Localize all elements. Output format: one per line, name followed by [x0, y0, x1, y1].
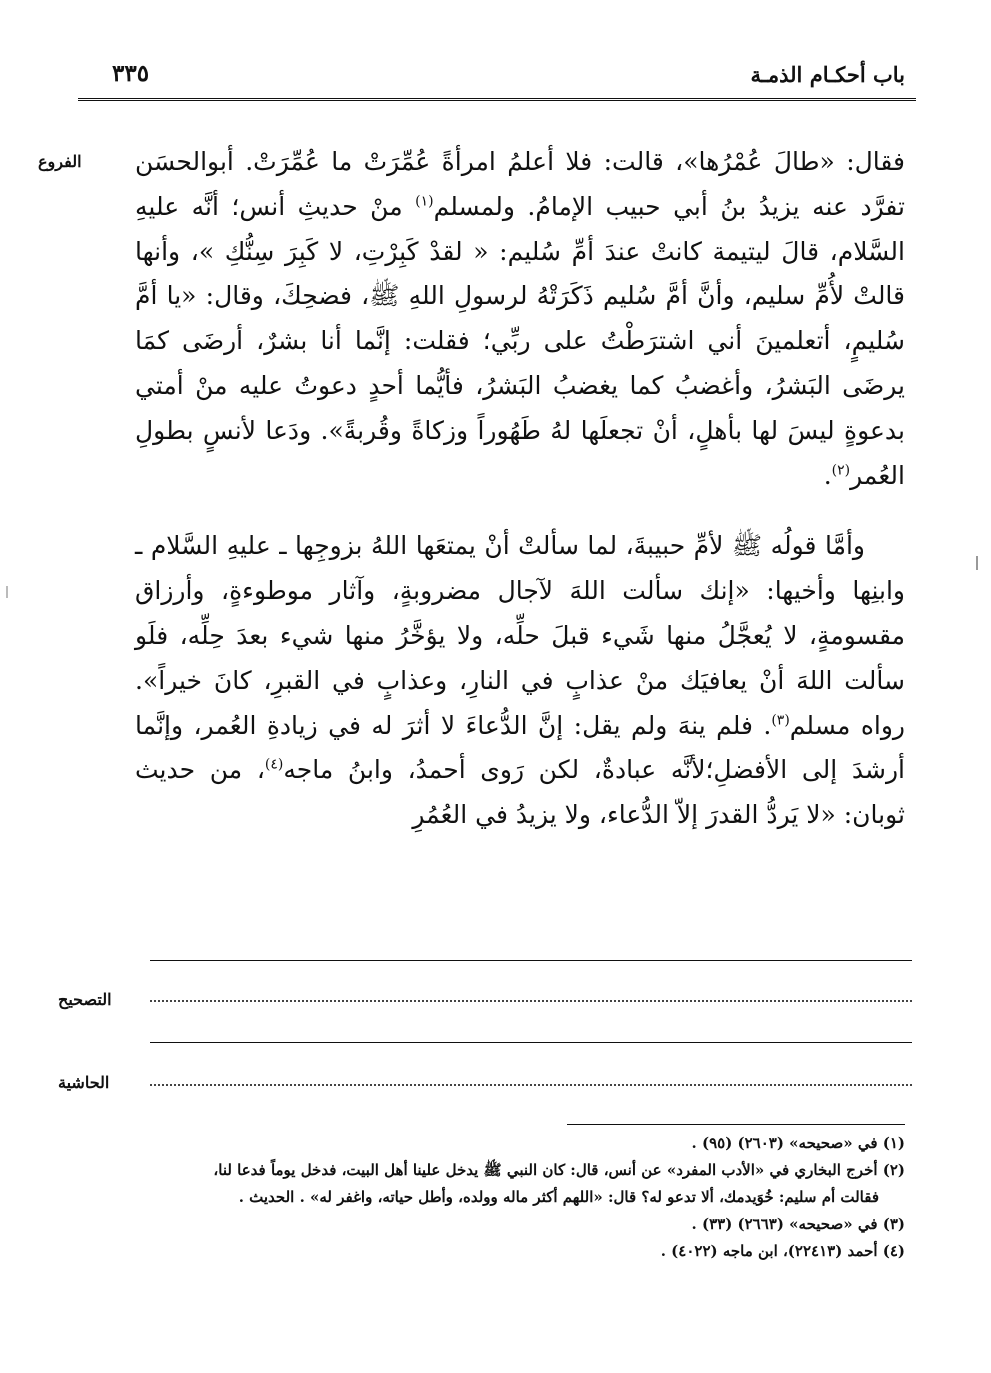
- footnote-3: (٣) في «صحيحه» (٢٦٦٣) (٣٣) .: [691, 1215, 905, 1233]
- footnote-2-continued: فقالت أم سليم: خُوَيدمك، ألا تدعو له؟ قال: «اللهم أكثر ماله وولده، وأطل حياته، واغفر له» . الحديث .: [238, 1188, 879, 1206]
- text-line: السَّلام، قالَ ليتيمة كانتْ عندَ أمِّ سُليم: « لقدْ كَبِرْتِ، لا كَبِرَ سِنُّكِ »،: [190, 236, 905, 266]
- text-line: ، من حديث ثوبان: «لا يَردُّ القدرَ إلاّ الدُّعاء، ولا يزيدُ في العُمُرِ: [135, 755, 905, 830]
- annotation-label: الحاشية: [58, 1073, 110, 1092]
- separator-rule: [150, 1042, 912, 1043]
- footnotes: [125, 1130, 905, 1265]
- footnote-2: (٢) أخرج البخاري في «الأدب المفرد» عن أنس، قال: كان النبي ﷺ يدخل علينا أهل البيت، فدخل يوماً فدعا لنا،: [213, 1161, 905, 1179]
- footnote-marker[interactable]: (١): [415, 193, 434, 210]
- main-text: [135, 140, 905, 838]
- paragraph-1: فقال: «طالَ عُمْرُها»، قالت: فلا أعلمُ امرأةً عُمِّرَتْ ما عُمِّرَتْ. أبوالحسَن تفرَّد عنه يزيدُ بنُ أبي حبيب الإمامُ. ولمسلم$^{(١)}$ منْ حديثِ أنس؛ أنَّه عليهِ السَّلام، قالَ ليتيمة كانتْ عندَ أمِّ سُليم: « لقدْ كَبِرْتِ، لا كَبِرَ سِنُّكِ »، وأنها قالتْ لأُمِّ سليم، وأنَّ أمَّ سُليم ذَكَرَتْهُ لرسولِ اللهِ ﷺ، فضحِكَ، وقال: «يا أمَّ سُليمٍ، أتعلمينَ أني اشترَطْتُ على ربِّي؛ فقلت: إنَّما أنا بشرٌ، أرضَى كمَا يرضَى البَشرُ، وأغضبُ كما يغضبُ البَشرُ، فأيُّما أحدٍ دعوتُ عليه منْ أمتي بدعوةٍ ليسَ لها بأهلٍ، أنْ تجعلَها لهُ طَهُوراً وزكاةً وقُربةً». ودَعا لأنسٍ بطولِ العُمر$^{(٢)}$.: [135, 147, 905, 490]
- footnote-marker[interactable]: (٣): [771, 712, 790, 729]
- text-line: وأنها قالتْ لأُمِّ سليم، وأنَّ أمَّ سُليم ذَكَرَتْهُ لرسولِ اللهِ ﷺ، فضحِكَ،: [135, 236, 905, 311]
- text-line: وأرزاق مقسومةٍ، لا يُعجَّلُ منها شَيء قبلَ حلِّه، ولا يؤخَّرُ منها شيء بعدَ: [135, 576, 906, 650]
- margin-label-branches: الفروع: [38, 152, 82, 171]
- correction-dotted-line: [150, 1000, 912, 1002]
- text-line: ماجه: [283, 755, 334, 785]
- separator-rule: [150, 960, 912, 961]
- footnote-marker[interactable]: (٢): [831, 462, 851, 479]
- text-line: خيراً». رواه مسلم: [135, 665, 906, 740]
- text-line: العُمر، وإنَّما أرشدَ إلى الأفضلِ؛لأنَّه عبادةٌ، لكن رَوى أحمدُ، وابنُ: [135, 710, 905, 785]
- text-line: وأمَّا قولُه ﷺ لأمِّ حبيبةَ، لما سألتْ أنْ يمتعَها اللهُ بزوجِها ـ عليهِ: [226, 531, 865, 561]
- paragraph-2: [135, 524, 905, 838]
- annotation-dotted-line: [150, 1084, 912, 1086]
- text-line: فقال: «طالَ عُمْرُها»، قالت: فلا أعلمُ امرأةً عُمِّرَتْ ما عُمِّرَتْ. أبوالحسَن: [135, 147, 905, 176]
- text-line: ودَعا لأنسٍ بطولِ العُمر: [135, 415, 905, 490]
- text-line: أرضَى كمَا يرضَى البَشرُ، وأغضبُ كما يغضبُ البَشرُ، فأيُّما أحدٍ دعوتُ: [135, 326, 905, 400]
- footnote-1: (١) في «صحيحه» (٢٦٠٣) (٩٥) .: [691, 1134, 905, 1152]
- footnote-4: (٤) أحمد (٢٢٤١٣)، ابن ماجه (٤٠٢٢) .: [660, 1242, 905, 1260]
- chapter-title: باب أحكـام الذمـة: [750, 62, 905, 87]
- scan-edge-mark: [976, 556, 978, 570]
- text-line: . فلم ينهَ ولم يقل: إنَّ الدُّعاءَ لا أثرَ له في زيادةِ: [266, 710, 772, 740]
- footnote-separator: [567, 1124, 905, 1125]
- page-number: ٣٣٥: [112, 60, 150, 87]
- text-line: عليه منْ أمتي بدعوةٍ ليسَ لها بأهلٍ، أنْ تجعلَها لهُ طَهُوراً وزكاةً وقُربةً».: [135, 370, 905, 445]
- text-line: منْ حديثِ أنس؛ أنَّه عليهِ: [135, 191, 403, 221]
- header-rule: [78, 98, 916, 101]
- correction-label: التصحيح: [58, 990, 112, 1009]
- text-line: وقال: «يا أمَّ سُليمٍ، أتعلمينَ أني اشترَطْتُ على ربِّي؛ فقلت: إنَّما أنا بشرٌ،: [135, 281, 905, 356]
- text-line: السَّلام ـ وابنِها وأخيها: «إنك سألت اللهَ لآجال مضروبةٍ، وآثار موطوءةٍ،: [135, 531, 906, 606]
- footnote-marker[interactable]: (٤): [264, 757, 284, 774]
- text-line: تفرَّد عنه يزيدُ بنُ أبي حبيب الإمامُ. ولمسلم: [433, 191, 905, 221]
- text-line: حِلِّه، فلَو سألت اللهَ أنْ يعافيَك منْ عذابٍ في النارِ، وعذابٍ في القبرِ، كانَ: [135, 620, 905, 695]
- scan-edge-mark: [6, 586, 8, 598]
